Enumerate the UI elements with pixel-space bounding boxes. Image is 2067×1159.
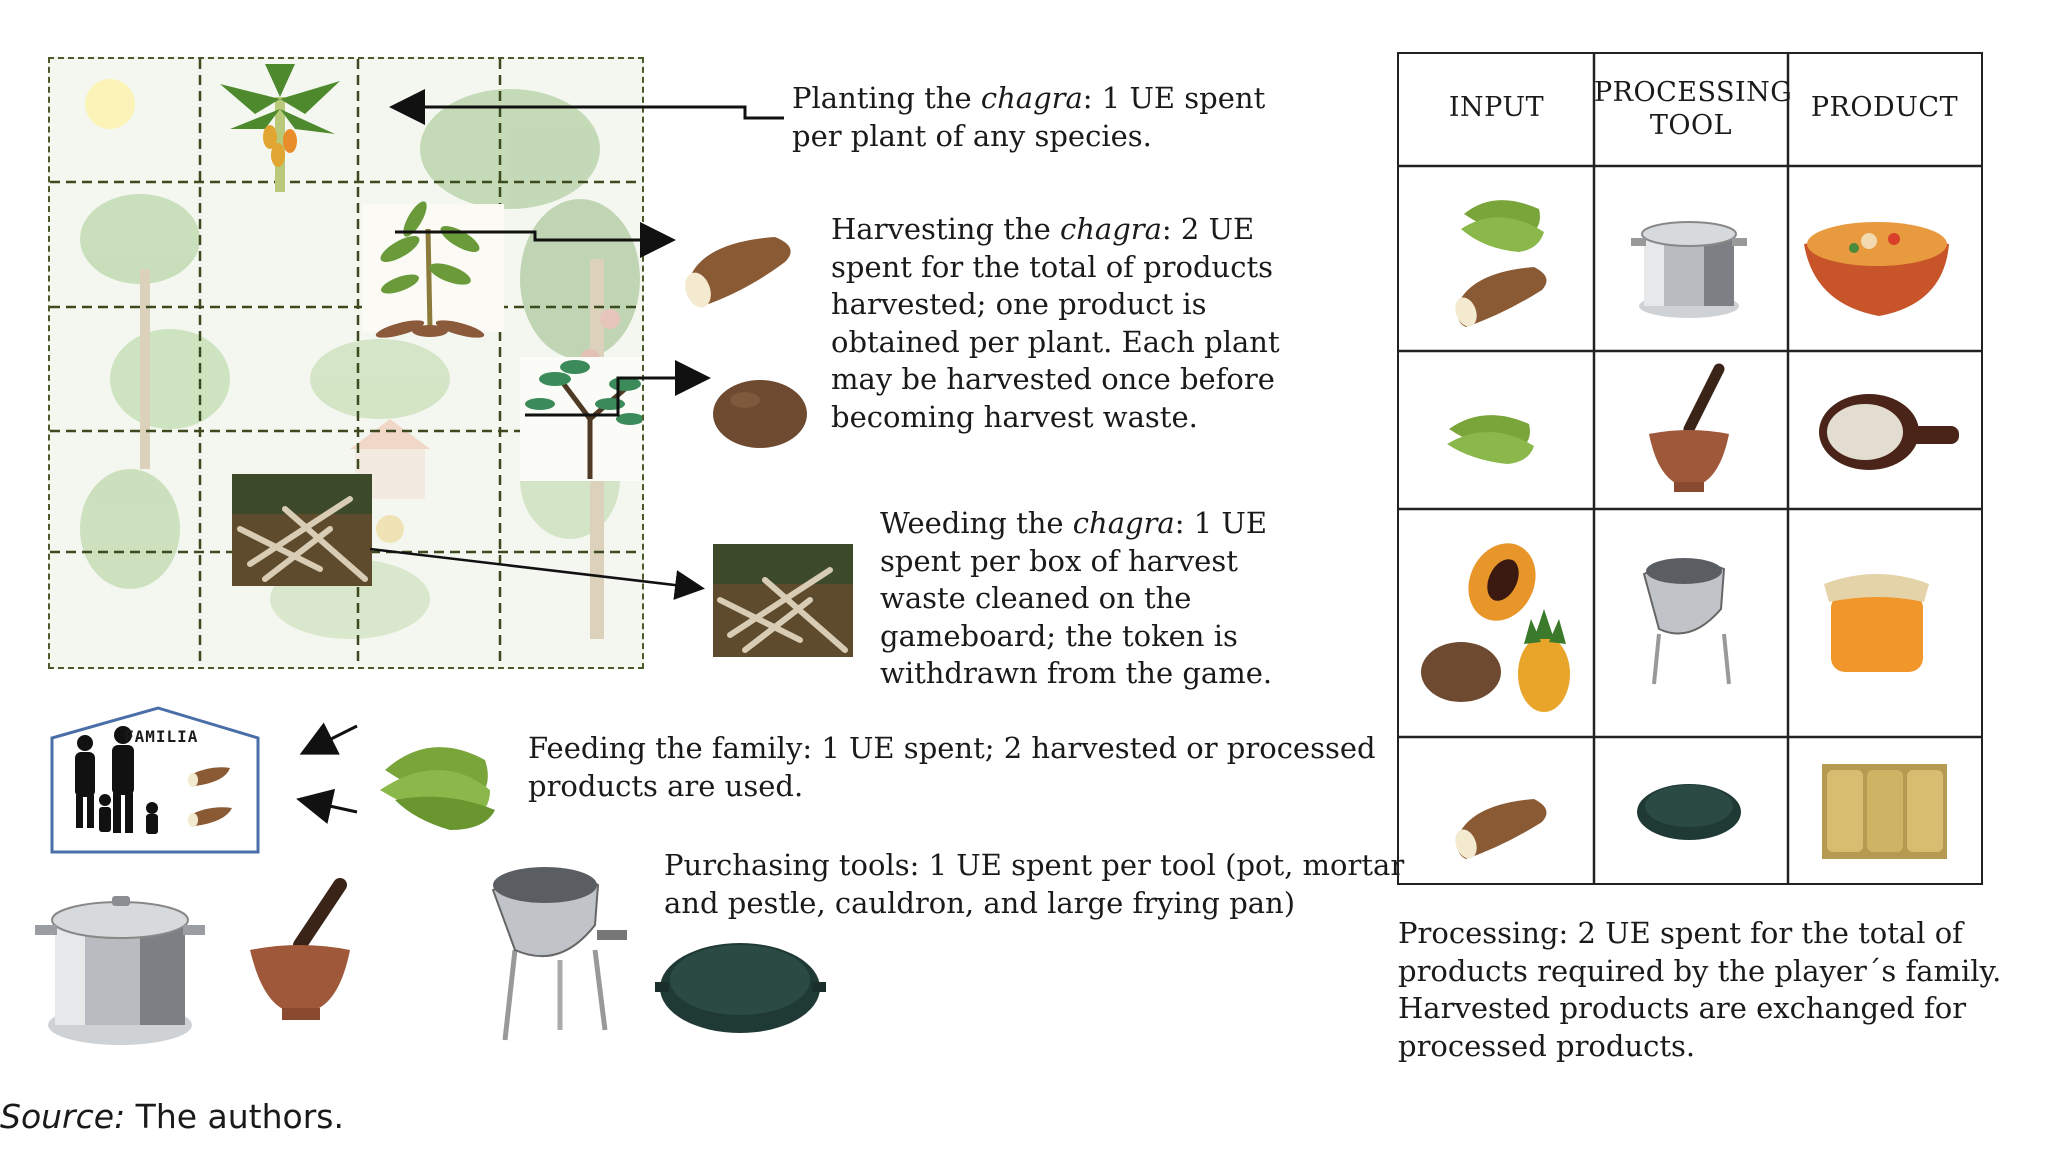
cassava-root-icon: [1451, 267, 1546, 330]
purchasing-description: Purchasing tools: 1 UE spent per tool (pot, mortar and pestle, cauldron, and large frying pan): [664, 848, 1405, 920]
papaya-icon: [1456, 532, 1548, 632]
header-product: PRODUCT: [1810, 92, 1959, 123]
header-processing-tool: PROCESSING TOOL: [1594, 77, 1793, 141]
flour-icon: [1819, 394, 1959, 470]
source-caption: Source: The authors.: [0, 1097, 344, 1136]
cauldron-icon: [1644, 558, 1729, 684]
frying-pan-icon: [1637, 784, 1741, 840]
pineapple-icon: [1518, 609, 1570, 712]
potato-icon: [713, 380, 807, 448]
weeding-description: Weeding the chagra: 1 UE spent per box of harvest waste cleaned on the gameboard; the token is withdrawn from the game.: [880, 506, 1273, 690]
mortar-pestle-icon: [250, 885, 350, 1020]
harvest-waste-icon: [713, 544, 853, 657]
header-input: INPUT: [1448, 92, 1545, 123]
jam-jar-icon: [1824, 574, 1929, 672]
weeding-arrow: [370, 549, 700, 588]
feeding-arrow-2: [302, 800, 357, 812]
plantain-icon: [1447, 415, 1534, 464]
plantain-icon: [380, 747, 495, 830]
plantain-icon: [1461, 200, 1544, 252]
planting-description: Planting the chagra: 1 UE spent per plant of any species.: [792, 81, 1266, 153]
feeding-description: Feeding the family: 1 UE spent; 2 harvested or processed products are used.: [528, 731, 1376, 803]
processing-table: [1397, 52, 1983, 885]
cassava-root-icon: [1451, 799, 1546, 862]
pot-icon: [1631, 222, 1747, 318]
cassava-root-icon: [681, 237, 791, 311]
feeding-arrow-1: [305, 726, 357, 752]
soup-icon: [1804, 222, 1949, 316]
harvest-arrow-cassava: [395, 232, 670, 240]
cauldron-icon: [493, 867, 627, 1040]
processing-description: Processing: 2 UE spent for the total of products required by the player´s family. Harvested products are exchanged for processed products.: [1398, 916, 2002, 1063]
pot-icon: [35, 896, 205, 1045]
mortar-pestle-icon: [1649, 369, 1729, 492]
planting-arrow: [395, 107, 784, 118]
frying-pan-icon: [655, 943, 826, 1033]
harvest-arrow-potato: [525, 378, 705, 415]
cassava-bread-icon: [1822, 764, 1947, 859]
potato-icon: [1421, 642, 1501, 702]
harvesting-description: Harvesting the chagra: 2 UE spent for the total of products harvested; one product is obtained per plant. Each plant may be harvested once before becoming harvest waste.: [831, 212, 1280, 434]
table-grid: [1399, 54, 1981, 883]
family-label: FAMILIA: [124, 727, 199, 746]
